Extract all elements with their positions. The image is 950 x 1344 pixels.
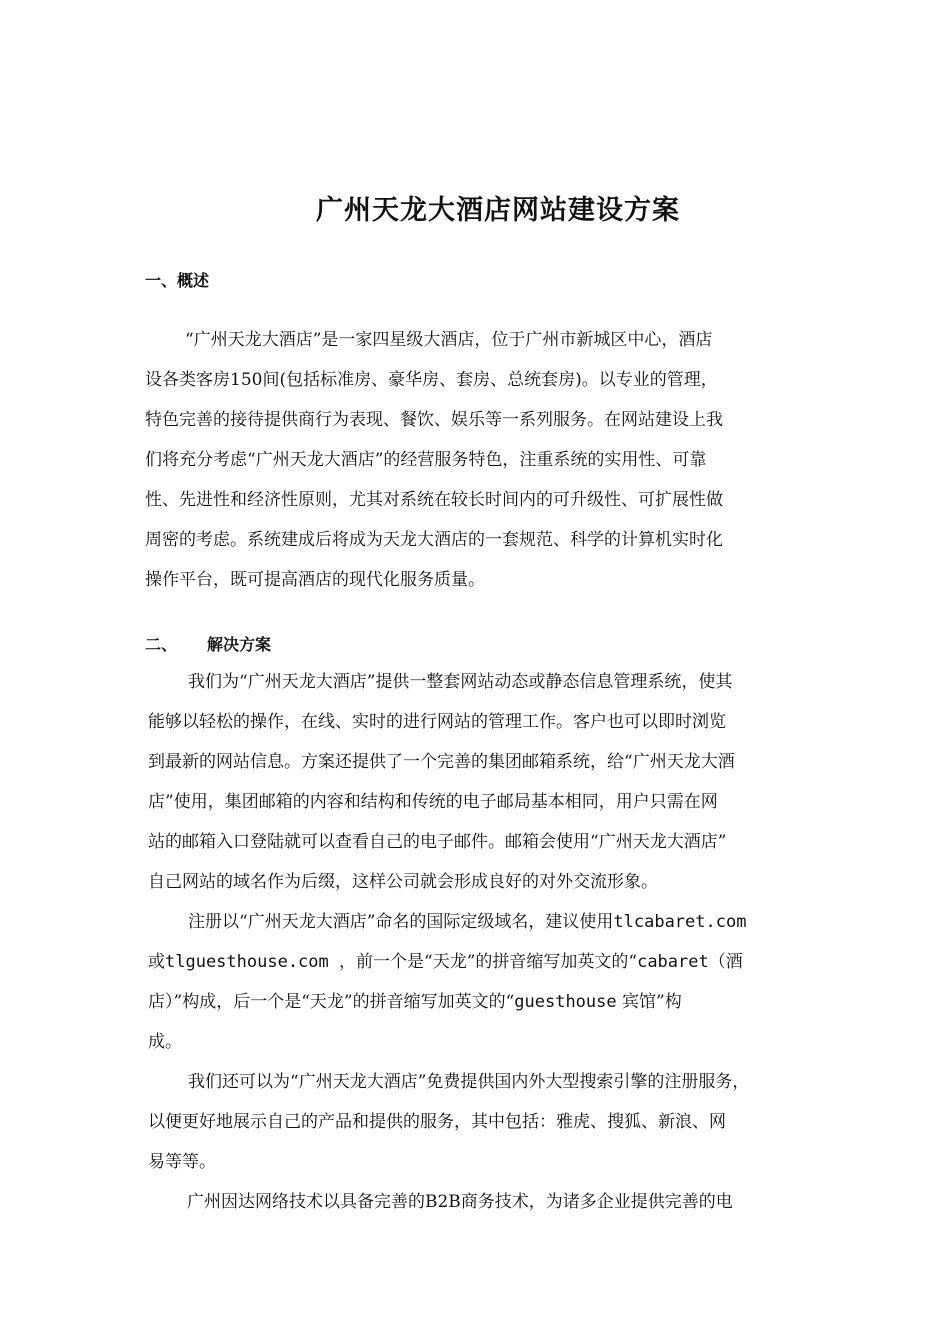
text-run: 宾馆”构: [616, 992, 682, 1012]
paragraph-line: 性、先进性和经济性原则，尤其对系统在较长时间内的可升级性、可扩展性做: [145, 490, 723, 510]
paragraph-line: [148, 982, 808, 1022]
paragraph-line: 特色完善的接待提供商行为表现、餐饮、娱乐等一系列服务。在网站建设上我: [145, 410, 723, 430]
paragraph-line: 我们还可以为“广州天龙大酒店”免费提供国内外大型搜索引擎的注册服务，: [188, 1072, 750, 1092]
english-word: guesthouse: [514, 992, 617, 1012]
paragraph-line: 站的邮箱入口登陆就可以查看自己的电子邮件。邮箱会使用“广州天龙大酒店”: [148, 832, 727, 852]
paragraph-line: [148, 942, 808, 982]
paragraph-line: 能够以轻松的操作，在线、实时的进行网站的管理工作。客户也可以即时浏览: [148, 712, 726, 732]
section-heading-overview: 一、概述: [145, 271, 210, 290]
text-run: 或: [148, 952, 165, 972]
paragraph-line: 我们为“广州天龙大酒店”提供一整套网站动态或静态信息管理系统，使其: [188, 672, 733, 692]
text-run: 店）”构成，后一个是“天龙”的拼音缩写加英文的“: [148, 992, 515, 1012]
paragraph-line: 们将充分考虑“广州天龙大酒店”的经营服务特色，注重系统的实用性、可靠: [145, 450, 707, 470]
domain-name: tlguesthouse.com ，: [165, 952, 356, 972]
text-run: （酒: [708, 952, 743, 972]
paragraph-line: 到最新的网站信息。方案还提供了一个完善的集团邮箱系统，给“广州天龙大酒: [148, 752, 735, 772]
domain-name: tlcabaret.com: [613, 912, 747, 932]
solution-paragraph-3: [148, 1062, 808, 1182]
paragraph-line: 广州因达网络技术以具备完善的B2B商务技术，为诸多企业提供完善的电: [187, 1192, 733, 1212]
paragraph-line: [148, 902, 808, 942]
paragraph-line: 设各类客房150间(包括标准房、豪华房、套房、总统套房)。以专业的管理，: [145, 370, 718, 390]
paragraph-line: 以便更好地展示自己的产品和提供的服务，其中包括：雅虎、搜狐、新浪、网: [148, 1112, 726, 1132]
overview-paragraph: [145, 320, 805, 600]
solution-paragraph-1: [148, 662, 808, 902]
solution-paragraph-2: [148, 902, 808, 1062]
english-word: cabaret: [637, 952, 709, 972]
paragraph-line: 成。: [148, 1032, 182, 1052]
document-title: 广州天龙大酒店网站建设方案: [316, 195, 680, 226]
section-heading-solution: [145, 632, 271, 655]
paragraph-line: 周密的考虑。系统建成后将成为天龙大酒店的一套规范、科学的计算机实时化: [145, 530, 723, 550]
section-title: 解决方案: [207, 635, 272, 654]
paragraph-line: 自己网站的域名作为后缀，这样公司就会形成良好的对外交流形象。: [148, 872, 658, 892]
solution-paragraph-4: [145, 1182, 805, 1222]
paragraph-line: “广州天龙大酒店”是一家四星级大酒店，位于广州市新城区中心，酒店: [185, 330, 713, 350]
section-number: 二、: [145, 635, 178, 654]
text-run: 注册以“广州天龙大酒店”命名的国际定级域名，建议使用: [188, 912, 614, 932]
paragraph-line: 店”使用，集团邮箱的内容和结构和传统的电子邮局基本相同，用户只需在网: [148, 792, 718, 812]
text-run: 前一个是“天龙”的拼音缩写加英文的“: [356, 952, 638, 972]
paragraph-line: 易等等。: [148, 1152, 216, 1172]
paragraph-line: 操作平台，既可提高酒店的现代化服务质量。: [145, 570, 485, 590]
